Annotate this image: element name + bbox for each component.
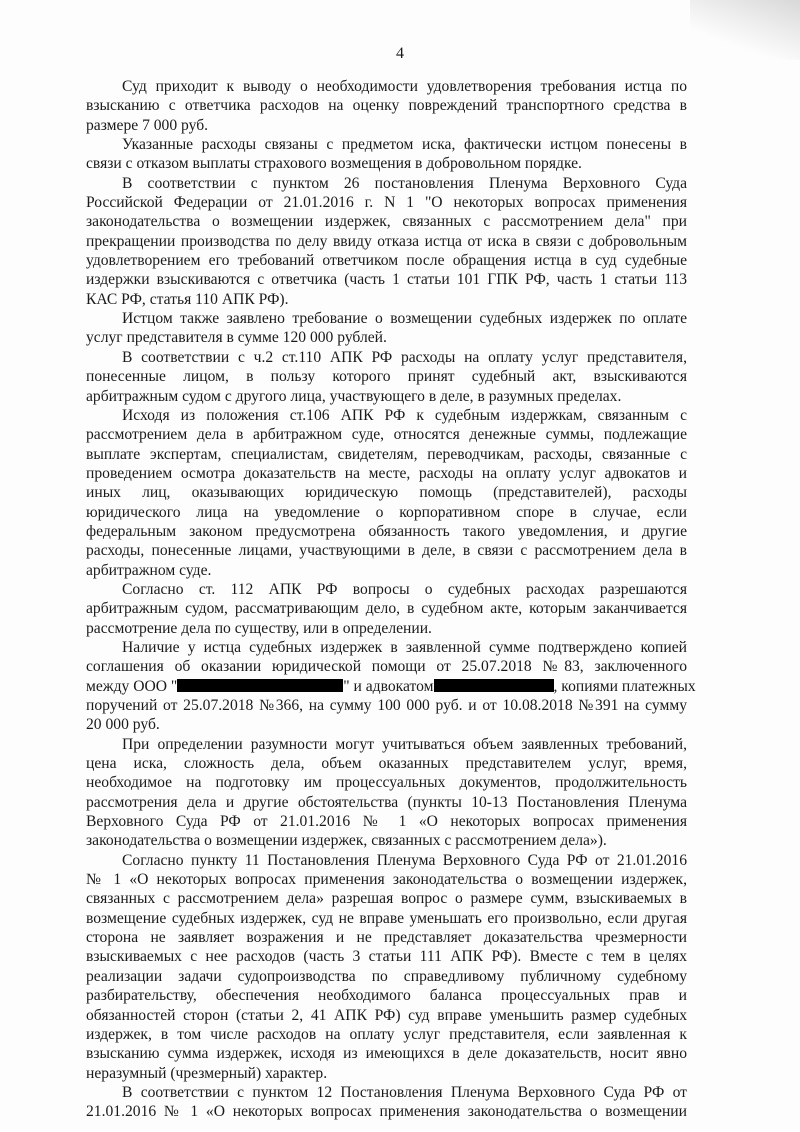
text-line: прекращении производства по делу ввиду отказа истца от иска в связи с добровольным: [86, 232, 687, 250]
text-line: размере 7 000 руб.: [86, 116, 209, 134]
text-line: законодательства о возмещении издержек, связанных с рассмотрением дела" при: [86, 213, 687, 231]
text-line: реализации задачи судопроизводства по справедливому публичному судебному: [86, 967, 687, 985]
text-line: взысканию сумма издержек, исходя из имеющихся в деле доказательств, носит явно: [86, 1045, 687, 1063]
paragraph: [86, 77, 687, 135]
text-line: услуг представителя в сумме 120 000 рублей.: [86, 329, 387, 347]
paragraph: [86, 580, 687, 638]
text-line: Указанные расходы связаны с предметом иска, фактически истцом понесены в: [122, 136, 687, 154]
text-line: рассмотрение дела по существу, или в определении.: [86, 619, 432, 637]
text-line: В соответствии с ч.2 ст.110 АПК РФ расходы на оплату услуг представителя,: [122, 348, 687, 366]
text-line: иных лиц, оказывающих юридическую помощь (представителей), расходы: [86, 484, 687, 502]
text-line: рассмотрением дела в арбитражном суде, относятся денежные суммы, подлежащие: [86, 426, 687, 444]
text-line: Согласно ст. 112 АПК РФ вопросы о судебных расходах разрешаются: [122, 580, 687, 598]
text-line: [86, 677, 696, 696]
text-line: Верховного Суда РФ от 21.01.2016 № 1 «О некоторых вопросах применения: [86, 813, 687, 831]
document-body: [86, 77, 696, 1122]
text-line: № 1 «О некоторых вопросах применения законодательства о возмещении издержек,: [86, 871, 687, 889]
text-segment: " и адвокатом: [343, 677, 434, 695]
text-line: поручений от 25.07.2018 №366, на сумму 100 000 руб. и от 10.08.2018 №391 на сумму: [86, 697, 687, 714]
text-line: расходы, понесенные лицами, участвующими в деле, в связи с рассмотрением дела в: [86, 542, 687, 560]
text-line: В соответствии с пунктом 26 постановления Пленума Верховного Суда: [122, 174, 687, 192]
text-line: арбитражном суде.: [86, 561, 212, 579]
paragraph: [86, 174, 687, 309]
text-line: связанных с рассмотрением дела» разрешая вопрос о размере сумм, взыскиваемых в: [86, 890, 687, 908]
text-line: Согласно пункту 11 Постановления Пленума Верховного Суда РФ от 21.01.2016: [122, 851, 687, 869]
paragraph: [86, 638, 696, 735]
text-line: издержек, в том числе расходов на оплату услуг представителя, если заявленная к: [86, 1025, 687, 1043]
text-line: удовлетворением его требований ответчиком после обращения истца в суд судебные: [86, 252, 687, 270]
text-line: цена иска, сложность дела, объем оказанных представителем услуг, время,: [86, 755, 687, 773]
page-number: 4: [396, 45, 404, 62]
text-line: федеральным законом предусмотрена обязанность такого уведомления, и другие: [86, 522, 687, 540]
text-segment: , копиями платежных: [553, 677, 696, 695]
paragraph: [86, 348, 687, 406]
redaction-block: [434, 679, 554, 692]
text-line: КАС РФ, статья 110 АПК РФ).: [86, 290, 289, 308]
paragraph: [86, 851, 687, 1083]
text-line: 21.01.2016 № 1 «О некоторых вопросах применения законодательства о возмещении: [86, 1103, 687, 1121]
paragraph: [86, 735, 687, 851]
text-line: сторона не заявляет возражения и не представляет доказательства чрезмерности: [86, 929, 687, 947]
text-line: арбитражным судом, рассматривающим дело, в судебном акте, которым заканчивается: [86, 600, 687, 618]
paragraph: [86, 309, 687, 348]
text-segment: между ООО ": [86, 677, 178, 695]
text-line: юридического лица на уведомление о корпоративном споре в случае, если: [86, 503, 687, 521]
text-line: разбирательству, обеспечения необходимого баланса процессуальных прав и: [86, 987, 687, 1005]
paragraph: [86, 135, 687, 174]
text-line: необходимое на подготовку им процессуальных документов, продолжительность: [86, 774, 687, 792]
paragraph: [86, 1083, 687, 1122]
text-line: арбитражным судом с другого лица, участвующего в деле, в разумных пределах.: [86, 387, 622, 405]
text-line: взыскиваемых с нее расходов (часть 3 статьи 111 АПК РФ). Вместе с тем в целях: [86, 948, 687, 966]
text-line: законодательства о возмещении издержек, связанных с рассмотрением дела»).: [86, 832, 607, 850]
text-line: 20 000 руб.: [86, 716, 160, 734]
text-line: издержки взыскиваются с ответчика (часть 1 статьи 101 ГПК РФ, часть 1 статьи 113: [86, 271, 687, 289]
text-line: соглашения об оказании юридической помощи от 25.07.2018 №83, заключенного: [86, 658, 687, 676]
text-line: проведением осмотра доказательств на месте, расходы на оплату услуг адвокатов и: [86, 464, 687, 482]
text-line: При определении разумности могут учитываться объем заявленных требований,: [122, 735, 687, 753]
text-line: В соответствии с пунктом 12 Постановления Пленума Верховного Суда РФ от: [122, 1083, 687, 1101]
text-line: Исходя из положения ст.106 АПК РФ к судебным издержкам, связанным с: [122, 406, 687, 424]
text-line: рассмотрения дела и другие обстоятельства (пункты 10-13 Постановления Пленума: [86, 793, 687, 811]
text-line: Наличие у истца судебных издержек в заявленной сумме подтверждено копией: [122, 638, 687, 656]
text-line: возмещение судебных издержек, суд не вправе уменьшать его произвольно, если другая: [86, 909, 687, 927]
redaction-block: [177, 679, 343, 692]
text-line: Суд приходит к выводу о необходимости удовлетворения требования истца по: [122, 78, 687, 95]
text-line: связи с отказом выплаты страхового возмещения в добровольном порядке.: [86, 155, 582, 173]
paragraph: [86, 406, 687, 580]
text-line: Истцом также заявлено требование о возмещении судебных издержек по оплате: [122, 310, 687, 328]
text-line: Российской Федерации от 21.01.2016 г. N 1 "О некоторых вопросах применения: [86, 194, 687, 212]
text-line: неразумный (чрезмерный) характер.: [86, 1064, 328, 1082]
text-line: понесенные лицом, в пользу которого принят судебный акт, взыскиваются: [86, 368, 687, 386]
text-line: взысканию с ответчика расходов на оценку повреждений транспортного средства в: [86, 97, 687, 115]
text-line: обязанностей сторон (статьи 2, 41 АПК РФ) суд вправе уменьшить размер судебных: [86, 1006, 687, 1024]
text-line: выплате экспертам, специалистам, свидетелям, переводчикам, расходы, связанные с: [86, 445, 687, 463]
